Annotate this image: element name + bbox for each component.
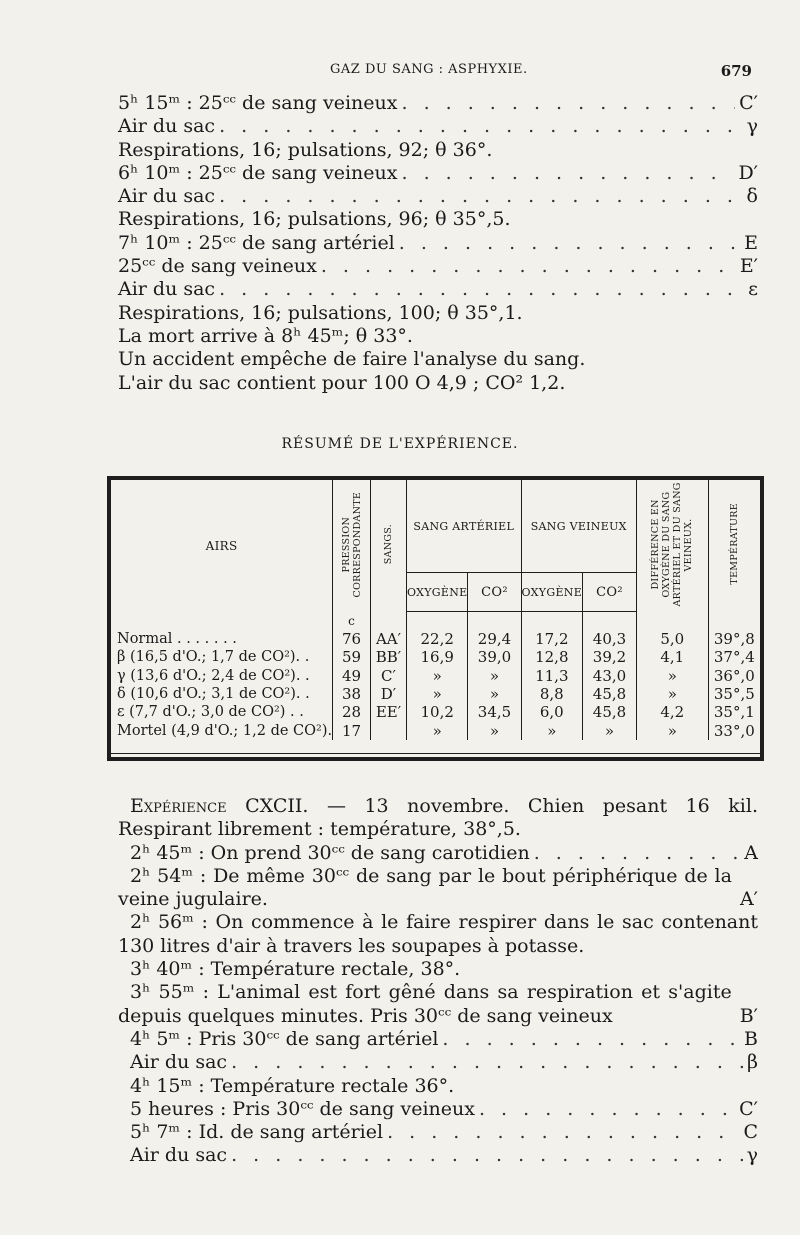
experience-line: Air du sac . . . β [118,1051,758,1074]
experience-line: 4ʰ 15ᵐ : Température rectale 36°. [130,1074,455,1097]
experience-line: 2ʰ 45ᵐ : On prend 30ᶜᶜ de sang carotidien . . . A [118,842,758,865]
experience-label: Expérience CXCII. [130,795,309,817]
table-row: Mortel (4,9 d'O.; 1,2 de CO²). 17 » » » » » 33°,0 [111,721,760,739]
table-row: δ (10,6 d'O.; 3,1 de CO²). . 38 D′ » » 8,8 45,8 » 35°,5 [111,685,760,703]
table-row: γ (13,6 d'O.; 2,4 de CO²). . 49 C′ » » 11,3 43,0 » 36°,0 [111,667,760,685]
page-header [0,62,800,86]
protocol-line: Air du sac . . . γ [118,115,758,138]
col-header-vein-oxygene: OXYGÈNE [521,573,583,612]
protocol-lines [118,92,758,395]
experience-line: 3ʰ 55ᵐ : L'animal est fort gêné dans sa respiration et s'agite depuis quelques minutes. Pris 30ᶜᶜ de sang veineux B′ [118,981,758,1027]
unit-row: c [111,612,760,631]
experience-section [118,795,758,1168]
col-header-temperature: TEMPÉRATURE [728,503,740,586]
col-header-sang-veineux: SANG VEINEUX [521,480,636,573]
protocol-line: 6ʰ 10ᵐ : 25ᶜᶜ de sang veineux . . . D′ [118,162,758,185]
experience-line: 5ʰ 7ᵐ : Id. de sang artériel . . . C [118,1121,758,1144]
protocol-line: Air du sac . . . δ [118,185,758,208]
col-header-art-oxygene: OXYGÈNE [406,573,468,612]
experience-line: 4ʰ 5ᵐ : Pris 30ᶜᶜ de sang artériel . . . B [118,1028,758,1051]
protocol-line: Respirations, 16; pulsations, 100; θ 35°,1. [118,301,523,324]
experience-line: 2ʰ 56ᵐ : On commence à le faire respirer dans le sac contenant 130 litres d'air à travers les soupapes à potasse. [118,911,758,957]
protocol-line: 5ʰ 15ᵐ : 25ᶜᶜ de sang veineux . . . C′ [118,92,758,115]
experience-intro [118,795,758,842]
col-header-difference: DIFFÉRENCE EN OXYGÈNE DU SANG ARTÉRIEL ET DU SANG VEINEUX. [636,480,708,612]
experience-line: 3ʰ 40ᵐ : Température rectale, 38°. [130,958,461,981]
experience-line: Air du sac . . . γ [118,1144,758,1167]
table-row: Normal . . . . . . . 76 AA′ 22,2 29,4 17,2 40,3 5,0 39°,8 [111,630,760,648]
col-header-airs: AIRS [111,480,333,612]
protocol-line: Air du sac . . . ε [118,278,758,301]
protocol-line: 25ᶜᶜ de sang veineux . . . E′ [118,255,758,278]
table-row: ε (7,7 d'O.; 3,0 de CO²) . . 28 EE′ 10,2 34,5 6,0 45,8 4,2 35°,1 [111,703,760,721]
col-header-sang-arteriel: SANG ARTÉRIEL [406,480,521,573]
page-number: 679 [720,62,752,80]
protocol-line: 7ʰ 10ᵐ : 25ᶜᶜ de sang artériel . . . E [118,232,758,255]
protocol-line: L'air du sac contient pour 100 O 4,9 ; CO² 1,2. [118,371,566,394]
col-header-vein-co2: CO² [583,573,637,612]
summary-table [107,476,764,761]
running-title: GAZ DU SANG : ASPHYXIE. [330,62,528,77]
protocol-line: La mort arrive à 8ʰ 45ᵐ; θ 33°. [118,324,413,347]
col-header-pression: PRESSION CORRESPONDANTE [333,480,371,612]
protocol-line: Respirations, 16; pulsations, 96; θ 35°,5. [118,208,511,231]
summary-title: RÉSUMÉ DE L'EXPÉRIENCE. [281,436,519,452]
experience-intro-text: — 13 novembre. Chien pesant 16 kil. Respirant librement : température, 38°,5. [118,795,758,841]
experience-line: 2ʰ 54ᵐ : De même 30ᶜᶜ de sang par le bout périphérique de la veine jugulaire. A′ [118,864,758,911]
protocol-line: Respirations, 16; pulsations, 92; θ 36°. [118,138,493,161]
table-row: β (16,5 d'O.; 1,7 de CO²). . 59 BB′ 16,9 39,0 12,8 39,2 4,1 37°,4 [111,648,760,666]
col-header-art-co2: CO² [468,573,521,612]
protocol-line: Un accident empêche de faire l'analyse du sang. [118,348,586,371]
col-header-sangs: SANGS. [370,480,406,612]
experience-line: 5 heures : Pris 30ᶜᶜ de sang veineux . . . C′ [118,1098,758,1121]
